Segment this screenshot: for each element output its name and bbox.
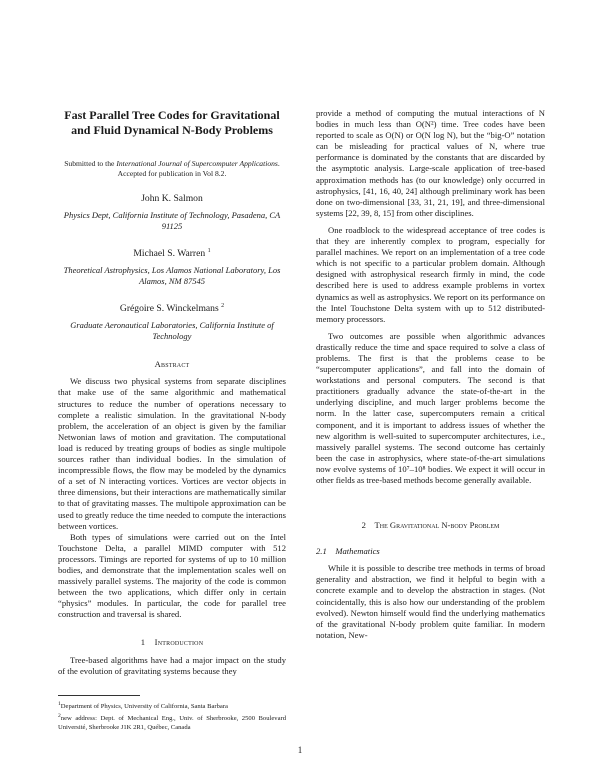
left-column: [58, 108, 286, 732]
submission-prefix: Submitted to the: [64, 159, 117, 168]
footnote-number: 2: [58, 713, 61, 720]
submission-suffix: .: [277, 159, 280, 168]
journal-name: International Journal of Supercomputer Applications: [116, 159, 278, 168]
body-paragraph: provide a method of computing the mutual interactions of N bodies in much less than O(N²) time. Tree codes have been reported to scale as O(N) or O(N log N), but the “big-O” notation can be misleading for practical values of N, where true performance is dominated by the constants that are discarded by the asymptotic analysis. Large-scale application of tree-based approximation methods has (to our knowledge) only occurred in astrophysics, [41, 16, 40, 24] although preliminary work has been done on two-dimensional [33, 31, 21, 19], and three-dimensional systems [22, 39, 8, 15] from other disciplines.: [316, 108, 545, 218]
abstract-heading: Abstract: [154, 359, 190, 370]
section-heading: [316, 520, 545, 531]
author-affiliation: Physics Dept, California Institute of Technology, Pasadena, CA 91125: [63, 210, 281, 232]
subsection-title: Mathematics: [335, 546, 380, 557]
footnote-mark: 2: [221, 303, 225, 310]
author-name-text: Grégoire S. Winckelmans: [119, 303, 222, 315]
subsection-number: 2.1: [316, 546, 327, 557]
body-paragraph: Two outcomes are possible when algorithmic advances drastically reduce the time and space required to solve a class of problems. The first is that the problems cease to be “supercomputer applications”, and fall into the domain of workstations and personal computers. The second is that practitioners gradually advance the state-of-the-art in the underlying discipline, and much larger problems become the norm. In the latter case, supercomputers remain a critical component, and it is important to address issues of whether the new algorithm is well-suited to supercomputer architectures, i.e., massively parallel systems. The second outcome has certainly been the case in astrophysics, where state-of-the-art simulations now evolve systems of 10⁷–10⁸ bodies. We expect it will occur in other fields as tree-based methods become generally available.: [316, 330, 545, 485]
section-number: 1: [140, 637, 146, 648]
paper-title: Fast Parallel Tree Codes for Gravitational and Fluid Dynamical N-Body Problems: [64, 108, 280, 137]
submission-note: [58, 159, 286, 179]
section-title: Introduction: [154, 637, 204, 648]
author-name: John K. Salmon: [141, 193, 203, 204]
intro-paragraph: Tree-based algorithms have had a major impact on the study of the evolution of gravitating systems because they: [58, 654, 286, 676]
abstract-paragraph: Both types of simulations were carried out on the Intel Touchstone Delta, a parallel MIMD computer with 512 processors. Timings are reported for systems of up to 10 million bodies, and demonstrate that the implementation scales well on massively parallel systems. The majority of the code is common between the two applications, which differ only in certain “physics” modules. In particular, the code for parallel tree construction and traversal is shared.: [58, 531, 286, 620]
abstract-paragraph: We discuss two physical systems from separate disciplines that make use of the same algorithmic and mathematical structures to reduce the number of operations necessary to complete a realistic simulation. In the gravitational N-body problem, the acceleration of an object is given by the familiar Netwonian laws of motion and gravitation. The computational load is reduced by treating groups of bodies as single multipole sources rather than individual bodies. In the simulation of incompressible flows, the flow may be modeled by the dynamics of a set of N interacting vortices. Vortices are vector objects in three dimensions, but their interactions are mathematically similar to that of gravitating masses. The multipole approximation can be used to greatly reduce the time needed to compute the interactions between vortices.: [58, 376, 286, 531]
footnote-mark: 1: [207, 248, 211, 255]
acceptance-note: Accepted for publication in Vol 8.2.: [117, 169, 227, 178]
right-column: [316, 108, 545, 641]
body-paragraph: While it is possible to describe tree methods in terms of broad generality and abstraction, we find it helpful to begin with a concrete example and to develop the abstraction in stages. (Not coincidentally, this is also how our understanding of the problem evolved). Newton himself would find the underlying mathematics of the gravitational N-body problem quite familiar. In modern notation, New-: [316, 563, 545, 640]
section-title: The Gravitational N-body Problem: [374, 520, 500, 531]
author-name-text: Michael S. Warren: [133, 248, 208, 260]
section-heading: [58, 637, 286, 648]
footnote: [58, 712, 286, 732]
footnote-number: 1: [58, 700, 61, 707]
footnote-rule: [58, 695, 140, 696]
author-affiliation: Theoretical Astrophysics, Los Alamos National Laboratory, Los Alamos, NM 87545: [63, 265, 281, 287]
body-paragraph: One roadblock to the widespread acceptance of tree codes is that they are inherently complex to program, especially for parallel machines. We report on an implementation of a tree code which is not specific to a particular problem domain. Although designed with astrophysical research firmly in mind, the code described here is used to address example problems in vortex dynamics as well as astrophysics. We report on its performance on the Intel Touchstone Delta system with up to 512 distributed-memory processors.: [316, 224, 545, 324]
footnote-text: new address: Dept. of Mechanical Eng., Univ. of Sherbrooke, 2500 Boulevard Université, Sherbrooke J1K 2R1, Québec, Canada: [58, 715, 286, 731]
author-name: [58, 301, 286, 314]
subsection-heading: [316, 546, 545, 557]
author-name: [58, 246, 286, 259]
page-number: 1: [297, 745, 303, 755]
footnote: [58, 700, 286, 712]
section-number: 2: [361, 520, 366, 531]
footnote-text: Department of Physics, University of California, Santa Barbara: [60, 702, 228, 710]
author-affiliation: Graduate Aeronautical Laboratories, California Institute of Technology: [70, 320, 274, 342]
